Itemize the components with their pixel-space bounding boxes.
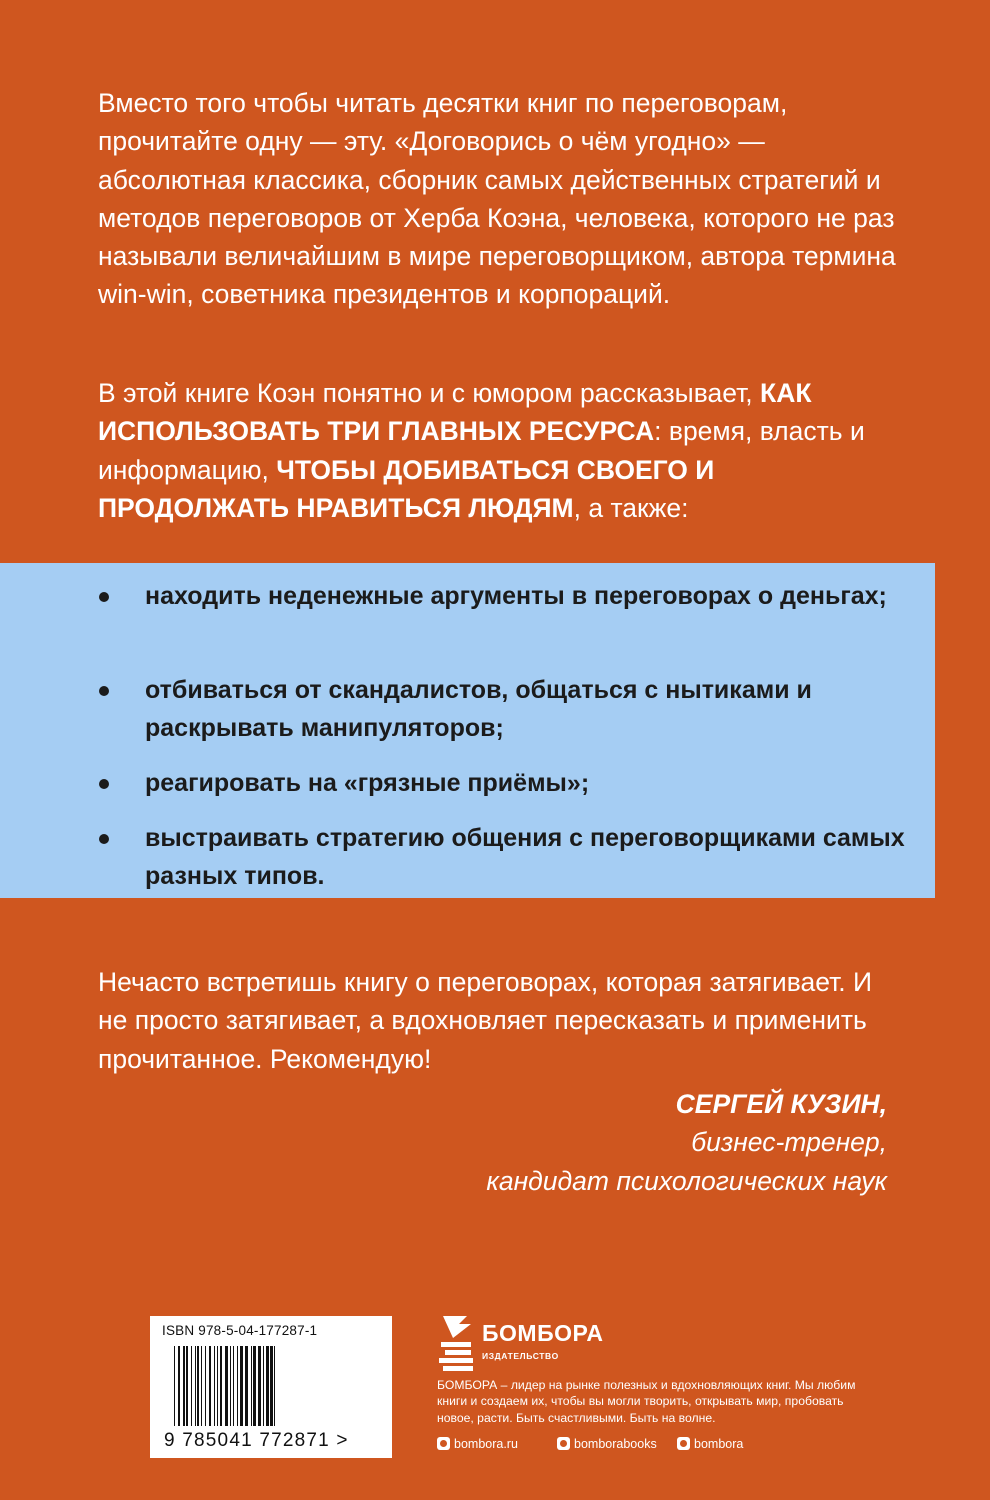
isbn-label: ISBN 978-5-04-177287-1	[162, 1323, 318, 1338]
telegram-icon	[677, 1437, 690, 1450]
intro-paragraph: Вместо того чтобы читать десятки книг по переговорам, прочитайте одну — эту. «Договорись о чём угодно» — абсолютная классика, сборник самых действенных стратегий и методов переговоров от Херба Коэна, человека, которого не раз называли величайшим в мире переговорщиком, автора термина win-win, советника президентов и корпораций.	[98, 88, 896, 310]
social-vk[interactable]	[557, 1434, 657, 1454]
bullet-icon	[99, 834, 109, 844]
social-vk-label: bomborabooks	[574, 1437, 657, 1451]
isbn-barcode	[150, 1316, 392, 1458]
list-item	[145, 820, 905, 895]
skills-list-box	[0, 563, 935, 898]
list-item-text: реагировать на «грязные приёмы»;	[145, 769, 590, 797]
publisher-description: БОМБОРА – лидер на рынке полезных и вдохновляющих книг. Мы любим книги и создаем их, чтобы вы могли творить, открывать мир, пробовать новое, расти. Быть счастливыми. Быть на волне.	[437, 1378, 856, 1425]
resources-highlight-2: ЧТОБЫ ДОБИВАТЬСЯ СВОЕГО И ПРОДОЛЖАТЬ НРАВИТЬСЯ ЛЮДЯМ	[98, 454, 715, 523]
review-quote: Нечасто встретишь книгу о переговорах, которая затягивает. И не просто затягивает, а вдохновляет пересказать и применить прочитанное. Рекомендую!	[98, 967, 873, 1074]
social-other[interactable]	[677, 1434, 743, 1454]
list-item	[145, 578, 905, 616]
resources-highlight-1: КАК ИСПОЛЬЗОВАТЬ ТРИ ГЛАВНЫХ РЕСУРСА	[98, 378, 812, 447]
bullet-icon	[99, 686, 109, 696]
barcode-digits: 9 785041 772871 >	[164, 1430, 349, 1451]
bullet-icon	[99, 779, 109, 789]
list-item-text: находить неденежные аргументы в переговорах о деньгах;	[145, 582, 887, 610]
list-item	[145, 765, 905, 803]
publisher-name: БОМБОРА	[482, 1320, 604, 1346]
review-author-degree: кандидат психологических наук	[486, 1165, 887, 1196]
review-attribution	[486, 1085, 887, 1200]
bullet-icon	[99, 592, 109, 602]
list-item-text: отбиваться от скандалистов, общаться с нытиками и раскрывать манипуляторов;	[145, 676, 812, 742]
list-item-text: выстраивать стратегию общения с переговорщиками самых разных типов.	[145, 824, 905, 890]
resources-text-2: : время, власть и информацию,	[98, 416, 865, 485]
resources-paragraph	[98, 374, 898, 527]
list-item	[145, 672, 905, 747]
resources-text-1: В этой книге Коэн понятно и с юмором рассказывает,	[98, 378, 753, 408]
social-other-label: bombora	[694, 1437, 744, 1451]
social-site[interactable]	[437, 1434, 518, 1454]
social-site-label: bombora.ru	[454, 1437, 518, 1451]
publisher-subtitle: ИЗДАТЕЛЬСТВО	[482, 1351, 559, 1361]
publisher-logo	[437, 1312, 617, 1376]
publisher-socials	[437, 1434, 857, 1456]
bombora-logo-icon	[437, 1312, 477, 1372]
resources-text-3: , а также:	[573, 492, 689, 523]
review-author-role: бизнес-тренер,	[691, 1127, 887, 1158]
vk-icon	[557, 1437, 570, 1450]
review-author: СЕРГЕЙ КУЗИН,	[675, 1089, 887, 1119]
barcode-bars	[174, 1346, 374, 1430]
instagram-icon	[437, 1437, 450, 1450]
